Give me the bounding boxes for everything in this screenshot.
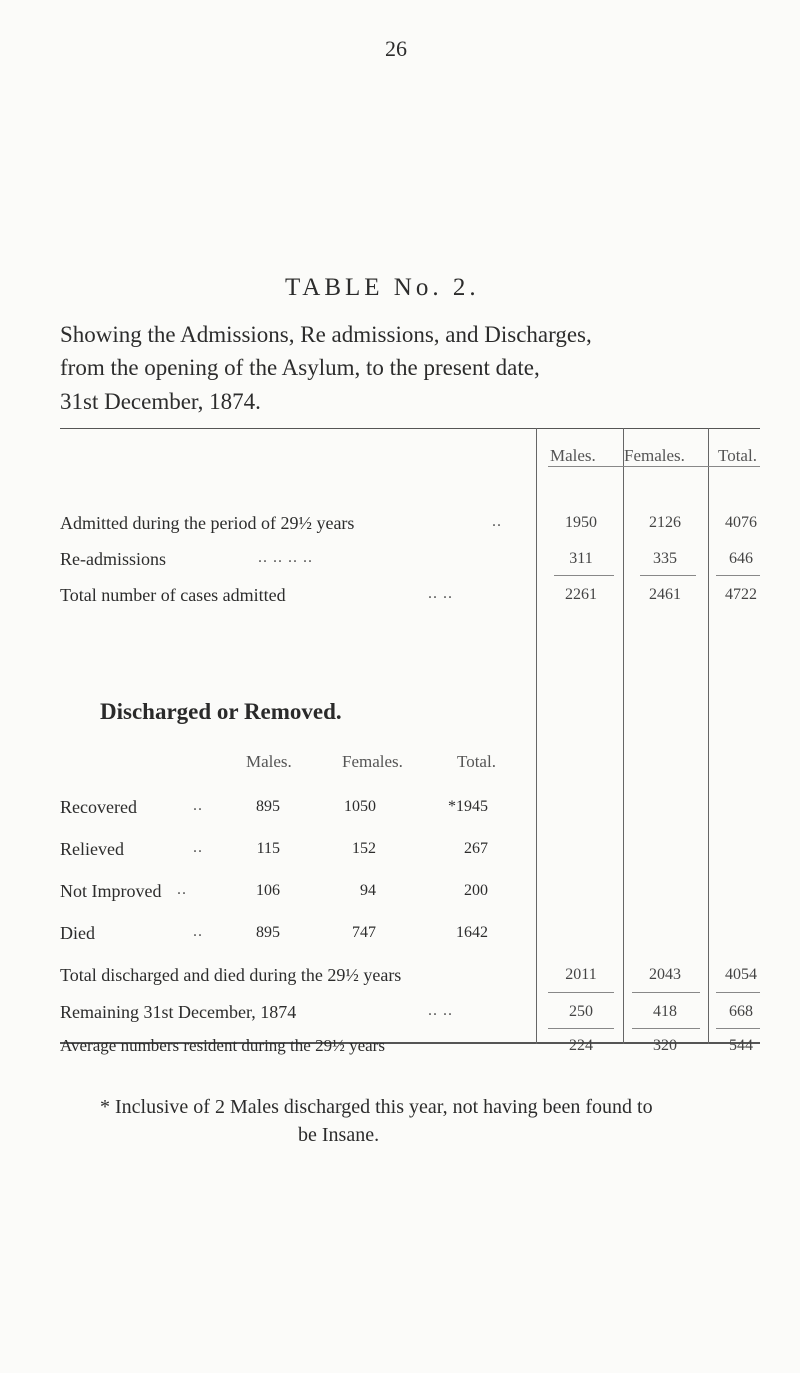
relieved-males: 115 xyxy=(256,840,280,857)
average-rule-total xyxy=(716,1028,760,1029)
sub-header-males: Males. xyxy=(246,752,292,771)
relieved-females: 152 xyxy=(352,840,376,857)
header-rule xyxy=(548,466,760,467)
total-discharged-total: 4054 xyxy=(725,966,757,983)
readmissions-total: 646 xyxy=(729,550,753,567)
discharge-label-relieved: Relieved xyxy=(60,839,124,859)
recovered-total: *1945 xyxy=(448,798,488,815)
caption-line-1: Showing the Admissions, Re admissions, and Discharges, xyxy=(60,322,592,347)
row-leader-admitted: .. xyxy=(492,513,502,530)
admitted-total: 4076 xyxy=(725,514,757,531)
row-label-average: Average numbers resident during the 29½ years xyxy=(60,1036,385,1055)
total-admitted-males: 2261 xyxy=(565,586,597,603)
not-improved-males: 106 xyxy=(256,882,280,899)
remaining-males: 250 xyxy=(569,1003,593,1020)
discharge-leader-recovered: .. xyxy=(193,797,203,814)
row-leader-remaining: .. .. xyxy=(428,1002,453,1019)
footnote-line-1: * Inclusive of 2 Males discharged this year, not having been found to xyxy=(100,1096,653,1118)
discharge-leader-not-improved: .. xyxy=(177,881,187,898)
average-rule-males xyxy=(548,1028,614,1029)
row-label-total-discharged: Total discharged and died during the 29½ years xyxy=(60,965,402,985)
not-improved-females: 94 xyxy=(360,882,376,899)
row-leader-total-admitted: .. .. xyxy=(428,585,453,602)
remaining-rule-males xyxy=(548,992,614,993)
average-females: 320 xyxy=(653,1037,677,1054)
row-label-total-admitted: Total number of cases admitted xyxy=(60,585,286,605)
row-label-readmissions: Re-admissions xyxy=(60,549,166,569)
relieved-total: 267 xyxy=(464,840,488,857)
died-females: 747 xyxy=(352,924,376,941)
recovered-males: 895 xyxy=(256,798,280,815)
column-header-males: Males. xyxy=(550,446,596,465)
remaining-rule-total xyxy=(716,992,760,993)
total-discharged-females: 2043 xyxy=(649,966,681,983)
discharge-label-not-improved: Not Improved xyxy=(60,881,162,901)
sum-rule-males xyxy=(554,575,614,576)
remaining-females: 418 xyxy=(653,1003,677,1020)
admitted-males: 1950 xyxy=(565,514,597,531)
average-rule-females xyxy=(632,1028,700,1029)
total-admitted-females: 2461 xyxy=(649,586,681,603)
table-top-rule xyxy=(60,428,760,429)
total-admitted-total: 4722 xyxy=(725,586,757,603)
discharge-leader-died: .. xyxy=(193,923,203,940)
section-title-discharged: Discharged or Removed. xyxy=(100,699,342,724)
recovered-females: 1050 xyxy=(344,798,376,815)
column-header-total: Total. xyxy=(718,446,757,465)
discharge-leader-relieved: .. xyxy=(193,839,203,856)
discharge-label-died: Died xyxy=(60,923,95,943)
row-leader-readmissions: .. .. .. .. xyxy=(258,549,313,566)
remaining-total: 668 xyxy=(729,1003,753,1020)
footnote-line-2: be Insane. xyxy=(298,1124,380,1146)
column-header-females: Females. xyxy=(624,446,685,465)
readmissions-females: 335 xyxy=(653,550,677,567)
row-label-remaining: Remaining 31st December, 1874 xyxy=(60,1002,297,1022)
sum-rule-total xyxy=(716,575,760,576)
average-males: 224 xyxy=(569,1037,593,1054)
died-males: 895 xyxy=(256,924,280,941)
table-title: TABLE No. 2. xyxy=(285,274,480,301)
readmissions-males: 311 xyxy=(569,550,593,567)
remaining-rule-females xyxy=(632,992,700,993)
caption-line-2: from the opening of the Asylum, to the present date, xyxy=(60,355,540,380)
sum-rule-females xyxy=(640,575,696,576)
average-total: 544 xyxy=(729,1037,753,1054)
discharge-label-recovered: Recovered xyxy=(60,797,137,817)
sub-header-females: Females. xyxy=(342,752,403,771)
page-number: 26 xyxy=(385,36,407,61)
row-label-admitted: Admitted during the period of 29½ years xyxy=(60,513,355,533)
total-discharged-males: 2011 xyxy=(565,966,597,983)
caption-line-3: 31st December, 1874. xyxy=(60,389,261,414)
admitted-females: 2126 xyxy=(649,514,681,531)
died-total: 1642 xyxy=(456,924,488,941)
not-improved-total: 200 xyxy=(464,882,488,899)
sub-header-total: Total. xyxy=(457,752,496,771)
